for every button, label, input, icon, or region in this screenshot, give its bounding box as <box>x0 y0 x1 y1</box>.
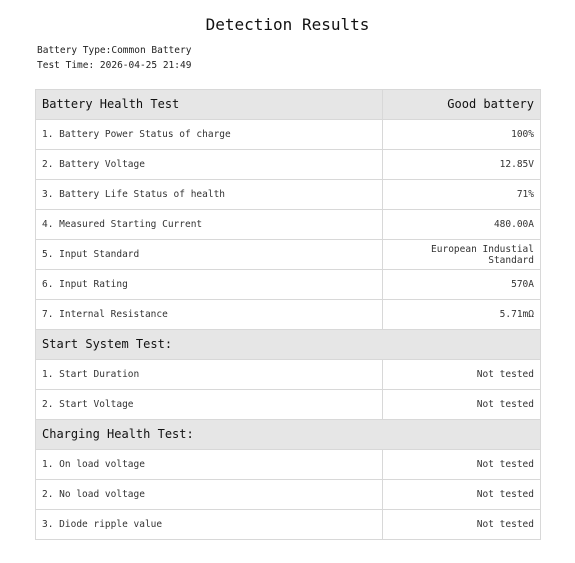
battery-health-result: Good battery <box>383 90 541 120</box>
row-value: 5.71mΩ <box>383 300 541 330</box>
row-value: Not tested <box>383 360 541 390</box>
row-label: 5. Input Standard <box>36 240 383 270</box>
row-label: 2. Start Voltage <box>36 390 383 420</box>
test-time-text: Test Time: 2026-04-25 21:49 <box>37 60 192 71</box>
row-label: 1. On load voltage <box>36 450 383 480</box>
table-row <box>36 120 541 150</box>
charging-health-header-row <box>36 420 541 450</box>
row-value: 100% <box>383 120 541 150</box>
row-value: 71% <box>383 180 541 210</box>
table-row <box>36 480 541 510</box>
battery-health-heading: Battery Health Test <box>36 90 383 120</box>
table-row <box>36 360 541 390</box>
table-row <box>36 210 541 240</box>
table-row <box>36 150 541 180</box>
battery-type-text: Battery Type:Common Battery <box>37 45 192 56</box>
charging-health-heading: Charging Health Test: <box>36 420 541 450</box>
row-label: 1. Battery Power Status of charge <box>36 120 383 150</box>
row-label: 6. Input Rating <box>36 270 383 300</box>
table-row <box>36 450 541 480</box>
row-value: 480.00A <box>383 210 541 240</box>
row-label: 7. Internal Resistance <box>36 300 383 330</box>
row-value: Not tested <box>383 480 541 510</box>
row-value: Not tested <box>383 390 541 420</box>
row-label: 1. Start Duration <box>36 360 383 390</box>
start-system-heading: Start System Test: <box>36 330 541 360</box>
row-value: Not tested <box>383 450 541 480</box>
table-row <box>36 240 541 270</box>
row-label: 2. Battery Voltage <box>36 150 383 180</box>
row-label: 2. No load voltage <box>36 480 383 510</box>
results-table <box>35 89 541 540</box>
row-label: 3. Diode ripple value <box>36 510 383 540</box>
table-row <box>36 390 541 420</box>
row-label: 3. Battery Life Status of health <box>36 180 383 210</box>
row-value: European Industial Standard <box>383 240 541 270</box>
start-system-header-row <box>36 330 541 360</box>
row-value: Not tested <box>383 510 541 540</box>
row-value: 12.85V <box>383 150 541 180</box>
battery-health-header-row <box>36 90 541 120</box>
table-row <box>36 300 541 330</box>
table-row <box>36 510 541 540</box>
row-value: 570A <box>383 270 541 300</box>
page-title: Detection Results <box>205 15 370 34</box>
row-label: 4. Measured Starting Current <box>36 210 383 240</box>
table-row <box>36 270 541 300</box>
table-row <box>36 180 541 210</box>
